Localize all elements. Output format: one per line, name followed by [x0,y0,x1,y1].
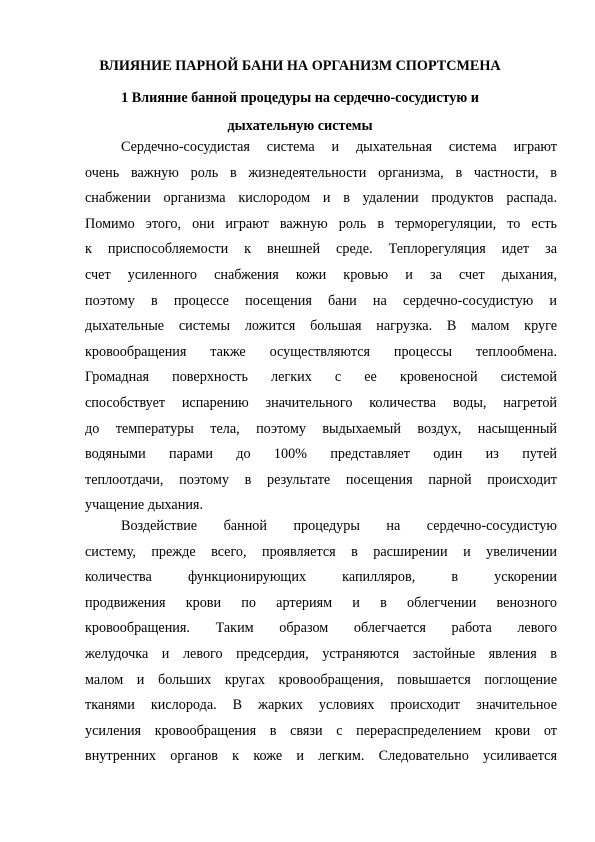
text-line: поэтому в процессе посещения бани на сердечно-сосудистую и [85,292,557,309]
text-line: желудочка и левого предсердия, устраняются застойные явления в [85,645,557,662]
text-line: внутренних органов к коже и легким. Следовательно усиливается [85,748,557,765]
section-heading-line-2: дыхательную системы [227,118,373,134]
text-line: очень важную роль в жизнедеятельности организма, в частности, в [85,164,557,181]
text-line: к приспособляемости к внешней среде. Теплорегуляция идет за [85,241,557,258]
text-line: Воздействие банной процедуры на сердечно-сосудистую [121,518,557,534]
text-line: количества функционирующих капилляров, в ускорении [85,569,557,586]
section-heading-line-1: 1 Влияние банной процедуры на сердечно-сосудистую и [121,90,479,106]
text-line: кровообращения также осуществляются процессы теплообмена. [85,343,557,360]
text-line: дыхательные системы ложится большая нагрузка. В малом круге [85,318,557,335]
text-line: продвижения крови по артериям и в облегчении венозного [85,594,557,611]
text-line: тканями кислорода. В жарких условиях происходит значительное [85,697,557,714]
text-line: Помимо этого, они играют важную роль в терморегуляции, то есть [85,215,557,232]
text-line: Сердечно-сосудистая система и дыхательная система играют [121,139,557,155]
text-line: Громадная поверхность легких с ее кровеносной системой [85,369,557,386]
text-line: снабжении организма кислородом и в удалении продуктов распада. [85,190,557,207]
paragraph-1 [85,135,557,519]
document-title: ВЛИЯНИЕ ПАРНОЙ БАНИ НА ОРГАНИЗМ СПОРТСМЕНА [99,58,501,74]
text-line: систему, прежде всего, проявляется в расширении и увеличении [85,543,557,560]
paragraph-2 [85,514,557,770]
text-line: учащение дыхания. [85,497,203,514]
section-heading [60,84,540,140]
text-line: счет усиленного снабжения кожи кровью и за счет дыхания, [85,266,557,283]
text-line: кровообращения. Таким образом облегчается работа левого [85,620,557,637]
text-line: водяными парами до 100% представляет один из путей [85,446,557,463]
text-line: способствует испарению значительного количества воды, нагретой [85,394,557,411]
text-line: теплоотдачи, поэтому в результате посещения парной происходит [85,471,557,488]
text-line: до температуры тела, поэтому выдыхаемый воздух, насыщенный [85,420,557,437]
text-line: усиления кровообращения в связи с перераспределением крови от [85,722,557,739]
text-line: малом и больших кругах кровообращения, повышается поглощение [85,671,557,688]
